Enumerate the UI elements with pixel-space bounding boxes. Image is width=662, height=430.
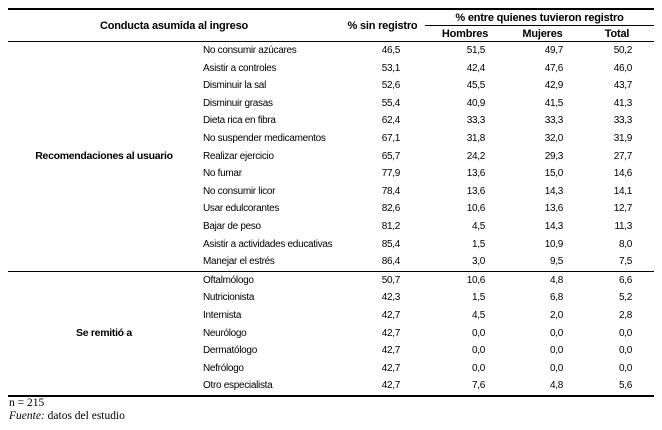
value-cell: 50,7 — [340, 271, 425, 289]
group-label: Se remitió a — [8, 271, 200, 396]
value-cell: 31,8 — [466, 132, 485, 144]
value-cell: 0,0 — [549, 362, 563, 374]
value-cell: 4,8 — [505, 271, 580, 289]
value-cell: 4,5 — [471, 309, 485, 321]
value-cell: 42,7 — [381, 327, 400, 339]
value-cell: 13,6 — [466, 168, 485, 180]
value-cell: 45,5 — [466, 80, 485, 92]
value-cell: 2,0 — [549, 309, 563, 321]
table-row — [8, 271, 654, 289]
value-cell: 5,2 — [619, 292, 633, 304]
value-cell: 53,1 — [381, 62, 400, 74]
value-cell: 8,0 — [619, 238, 633, 250]
behavior-label: Realizar ejercicio — [203, 150, 274, 162]
value-cell: 46,5 — [381, 45, 400, 56]
group-label: Recomendaciones al usuario — [35, 149, 173, 162]
value-cell: 1,5 — [471, 238, 485, 250]
value-cell: 46,0 — [613, 62, 633, 74]
value-cell: 3,0 — [471, 256, 485, 268]
value-cell: 42,9 — [544, 80, 563, 92]
value-cell: 6,6 — [580, 271, 654, 289]
value-cell: 6,8 — [549, 292, 563, 304]
table-footer — [9, 397, 125, 423]
value-cell: 43,7 — [613, 80, 633, 92]
behavior-label: Asistir a controles — [203, 62, 277, 74]
value-cell: 86,4 — [381, 256, 400, 268]
behavior-label: No fumar — [203, 168, 242, 180]
value-cell: 33,3 — [544, 115, 563, 127]
header-with-record-column: % entre quienes tuvieron registro — [425, 9, 654, 26]
behavior-label: Disminuir grasas — [203, 97, 273, 109]
value-cell: 49,7 — [544, 45, 563, 56]
value-cell: 1,5 — [471, 292, 485, 304]
value-cell: 13,6 — [544, 203, 563, 215]
behavior-label: Manejar el estrés — [203, 256, 275, 268]
value-cell: 40,9 — [466, 97, 485, 109]
table-row — [8, 42, 654, 60]
source-text: datos del estudio — [44, 410, 125, 422]
value-cell: 0,0 — [619, 362, 633, 374]
value-cell: 33,3 — [613, 115, 633, 127]
value-cell: 14,3 — [544, 220, 563, 232]
value-cell: 42,4 — [466, 62, 485, 74]
source-note — [9, 410, 125, 423]
value-cell: 5,6 — [619, 380, 633, 392]
value-cell: 85,4 — [381, 238, 400, 250]
sample-size-note: n = 215 — [9, 397, 45, 409]
behavior-label: Dermatólogo — [203, 345, 257, 357]
value-cell: 13,6 — [466, 185, 485, 197]
table-header — [8, 9, 654, 42]
value-cell: 0,0 — [471, 345, 485, 357]
behavior-label: No suspender medicamentos — [203, 132, 326, 144]
value-cell: 27,7 — [613, 150, 633, 162]
value-cell: 81,2 — [381, 220, 400, 232]
value-cell: 10,6 — [466, 203, 485, 215]
behavior-label: Disminuir la sal — [203, 80, 266, 92]
value-cell: 15,0 — [544, 168, 563, 180]
value-cell: 10,6 — [425, 271, 505, 289]
value-cell: 4,8 — [549, 380, 563, 392]
behavior-label: Otro especialista — [203, 380, 273, 392]
value-cell: 41,3 — [613, 97, 633, 109]
value-cell: 7,5 — [619, 256, 633, 268]
header-behavior-column: Conducta asumida al ingreso — [99, 19, 249, 32]
value-cell: 55,4 — [381, 97, 400, 109]
value-cell: 41,5 — [544, 97, 563, 109]
value-cell: 4,5 — [471, 220, 485, 232]
value-cell: 9,5 — [549, 256, 563, 268]
header-mujeres: Mujeres — [522, 27, 563, 40]
behavior-label: Bajar de peso — [203, 220, 261, 232]
value-cell: 65,7 — [381, 150, 400, 162]
value-cell: 0,0 — [471, 362, 485, 374]
value-cell: 0,0 — [549, 327, 563, 339]
behavior-label: Nutricionista — [203, 292, 255, 304]
table-body — [8, 42, 654, 396]
value-cell: 62,4 — [381, 115, 400, 127]
results-table — [8, 8, 654, 397]
source-label: Fuente: — [9, 410, 45, 422]
behavior-label: No consumir licor — [203, 185, 276, 197]
value-cell: 67,1 — [381, 132, 400, 144]
header-row-1 — [8, 9, 654, 26]
value-cell: 14,6 — [613, 168, 633, 180]
header-total: Total — [604, 27, 630, 40]
value-cell: 24,2 — [466, 150, 485, 162]
value-cell: 42,7 — [381, 362, 400, 374]
value-cell: 0,0 — [471, 327, 485, 339]
value-cell: 32,0 — [544, 132, 563, 144]
behavior-label: Nefrólogo — [203, 362, 244, 374]
value-cell: 82,6 — [381, 203, 400, 215]
value-cell: 42,7 — [381, 345, 400, 357]
behavior-label: Dieta rica en fibra — [203, 115, 276, 127]
value-cell: 0,0 — [619, 345, 633, 357]
behavior-label: Internista — [203, 309, 242, 321]
value-cell: 11,3 — [614, 220, 633, 232]
value-cell: 29,3 — [544, 150, 563, 162]
value-cell: 0,0 — [619, 327, 633, 339]
value-cell: 42,7 — [381, 380, 400, 392]
behavior-label: Oftalmólogo — [200, 271, 340, 289]
value-cell: 50,2 — [613, 45, 633, 56]
behavior-label: Asistir a actividades educativas — [203, 238, 333, 250]
value-cell: 42,3 — [381, 292, 400, 304]
value-cell: 78,4 — [381, 185, 400, 197]
value-cell: 33,3 — [466, 115, 485, 127]
behavior-label: Neurólogo — [203, 327, 247, 339]
behavior-label: Usar edulcorantes — [203, 203, 280, 215]
value-cell: 52,6 — [381, 80, 400, 92]
value-cell: 42,7 — [381, 309, 400, 321]
value-cell: 51,5 — [466, 45, 485, 56]
header-no-record-column: % sin registro — [347, 19, 418, 32]
value-cell: 10,9 — [544, 238, 563, 250]
value-cell: 14,1 — [613, 185, 633, 197]
behavior-label: No consumir azúcares — [203, 45, 297, 56]
value-cell: 0,0 — [549, 345, 563, 357]
value-cell: 31,9 — [613, 132, 633, 144]
value-cell: 47,6 — [544, 62, 563, 74]
value-cell: 77,9 — [381, 168, 400, 180]
value-cell: 2,8 — [619, 309, 633, 321]
value-cell: 14,3 — [544, 185, 563, 197]
value-cell: 12,7 — [613, 203, 633, 215]
header-hombres: Hombres — [441, 27, 489, 40]
value-cell: 7,6 — [471, 380, 485, 392]
